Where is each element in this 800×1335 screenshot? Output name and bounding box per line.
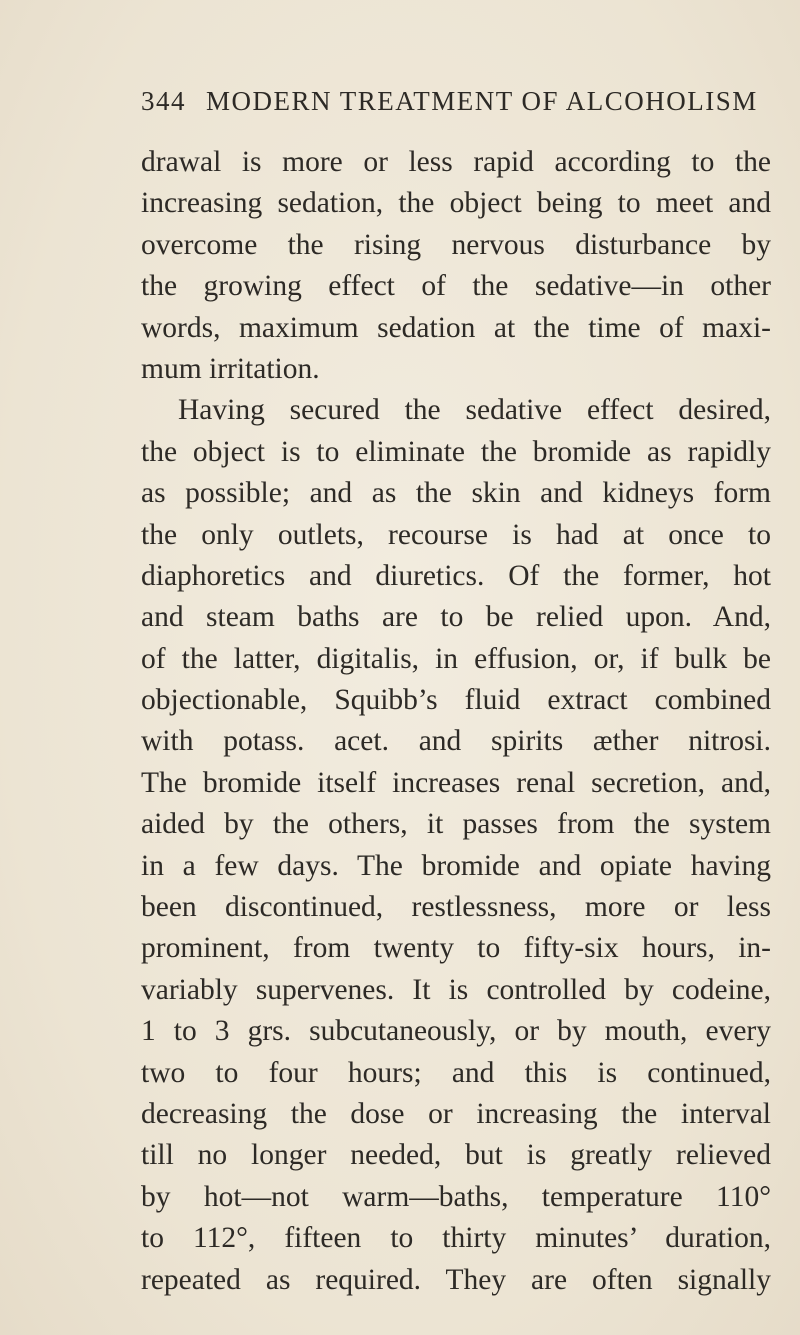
text-line: been discontinued, restlessness, more or less bbox=[141, 891, 771, 924]
text-line: the object is to eliminate the bromide as rapidly bbox=[141, 435, 771, 468]
text-line: aided by the others, it passes from the system bbox=[141, 808, 771, 841]
text-line: and steam baths are to be relied upon. And, bbox=[141, 601, 771, 634]
text-line: the growing effect of the sedative—in other bbox=[141, 270, 771, 303]
text-line: overcome the rising nervous disturbance by bbox=[141, 228, 771, 261]
text-line: Having secured the sedative effect desired, bbox=[178, 394, 771, 427]
running-head bbox=[141, 86, 771, 136]
text-line: in a few days. The bromide and opiate having bbox=[141, 849, 771, 882]
text-line: two to four hours; and this is continued, bbox=[141, 1056, 771, 1089]
text-line: diaphoretics and diuretics. Of the former, hot bbox=[141, 559, 771, 592]
running-title: MODERN TREATMENT OF ALCOHOLISM bbox=[206, 86, 758, 116]
text-line: prominent, from twenty to fifty-six hours, in- bbox=[141, 932, 771, 965]
text-line: mum irritation. bbox=[141, 352, 320, 385]
text-line: the only outlets, recourse is had at once to bbox=[141, 518, 771, 551]
text-line: by hot—not warm—baths, temperature 110° bbox=[141, 1180, 771, 1213]
text-line: as possible; and as the skin and kidneys form bbox=[141, 477, 771, 510]
text-line: repeated as required. They are often signally bbox=[141, 1263, 771, 1296]
text-line: words, maximum sedation at the time of maxi- bbox=[141, 311, 771, 344]
text-line: drawal is more or less rapid according to the bbox=[141, 146, 771, 178]
text-line: 1 to 3 grs. subcutaneously, or by mouth, every bbox=[141, 1015, 771, 1048]
page-number: 344 bbox=[141, 86, 186, 116]
text-line: with potass. acet. and spirits æther nitrosi. bbox=[141, 725, 771, 758]
text-line: decreasing the dose or increasing the interval bbox=[141, 1097, 771, 1130]
text-line: of the latter, digitalis, in effusion, or, if bulk be bbox=[141, 642, 771, 675]
text-line: objectionable, Squibb’s fluid extract combined bbox=[141, 684, 771, 717]
text-line: till no longer needed, but is greatly relieved bbox=[141, 1139, 771, 1172]
text-line: variably supervenes. It is controlled by codeine, bbox=[141, 973, 771, 1006]
body-text bbox=[141, 142, 771, 1301]
text-line: to 112°, fifteen to thirty minutes’ duration, bbox=[141, 1222, 771, 1255]
text-line: The bromide itself increases renal secretion, and, bbox=[141, 766, 771, 799]
text-line: increasing sedation, the object being to meet and bbox=[141, 187, 771, 220]
